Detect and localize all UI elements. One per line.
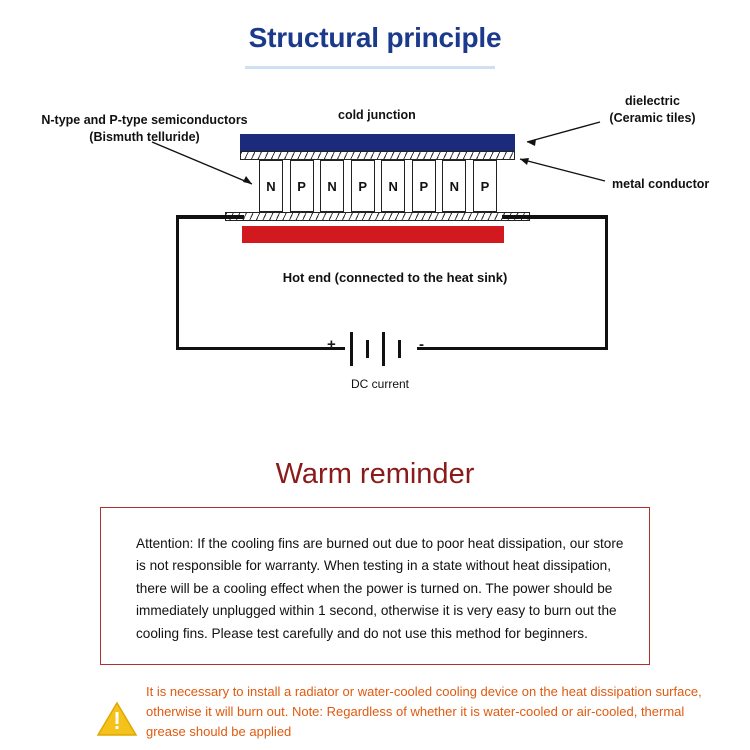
metal-conductor-label: metal conductor [612, 177, 710, 191]
page-title: Structural principle [248, 22, 502, 53]
pellet: N [442, 160, 466, 212]
semiconductor-label-line2: (Bismuth telluride) [89, 129, 200, 144]
dielectric-label-line1: dielectric [625, 94, 680, 108]
pellet: N [320, 160, 344, 212]
semiconductor-pellet-row [259, 160, 497, 212]
pellet: N [259, 160, 283, 212]
pellet: N [381, 160, 405, 212]
title-underline [245, 66, 495, 69]
hot-end-label: Hot end (connected to the heat sink) [282, 270, 508, 285]
dielectric-label-line2: (Ceramic tiles) [609, 110, 696, 125]
warning-triangle-icon [96, 700, 138, 738]
battery-positive-label: + [327, 336, 336, 353]
battery-negative-label: - [419, 336, 424, 353]
pellet: P [473, 160, 497, 212]
warm-reminder-text: Attention: If the cooling fins are burned out due to poor heat dissipation, our store is not responsible for warranty. When testing in a state without heat dissipation, there will be a cooling effect when the power is turned on. The power should be immediately unplugged within 1 second, otherwise it is very easy to burn out the cooling fins. Please test carefully and do not use this method for beginners. [136, 536, 624, 641]
warm-reminder-heading: Warm reminder [275, 458, 475, 490]
cold-junction-label: cold junction [338, 108, 416, 122]
warning-text: It is necessary to install a radiator or water-cooled cooling device on the heat dissipation surface, otherwise it will burn out. Note: Regardless of whether it is water-cooled or air-cooled, thermal grease should be applied [146, 684, 702, 740]
pellet: P [290, 160, 314, 212]
semiconductor-label [12, 112, 277, 146]
pellet: P [351, 160, 375, 212]
thermoelectric-diagram [0, 80, 750, 440]
semiconductor-label-line1: N-type and P-type semiconductors [41, 113, 248, 127]
pellet: P [412, 160, 436, 212]
battery-symbol [344, 330, 420, 368]
upper-ceramic-layer [240, 151, 515, 160]
dc-current-label: DC current [350, 377, 409, 391]
cold-junction-bar [240, 134, 515, 151]
dielectric-label [560, 93, 745, 127]
